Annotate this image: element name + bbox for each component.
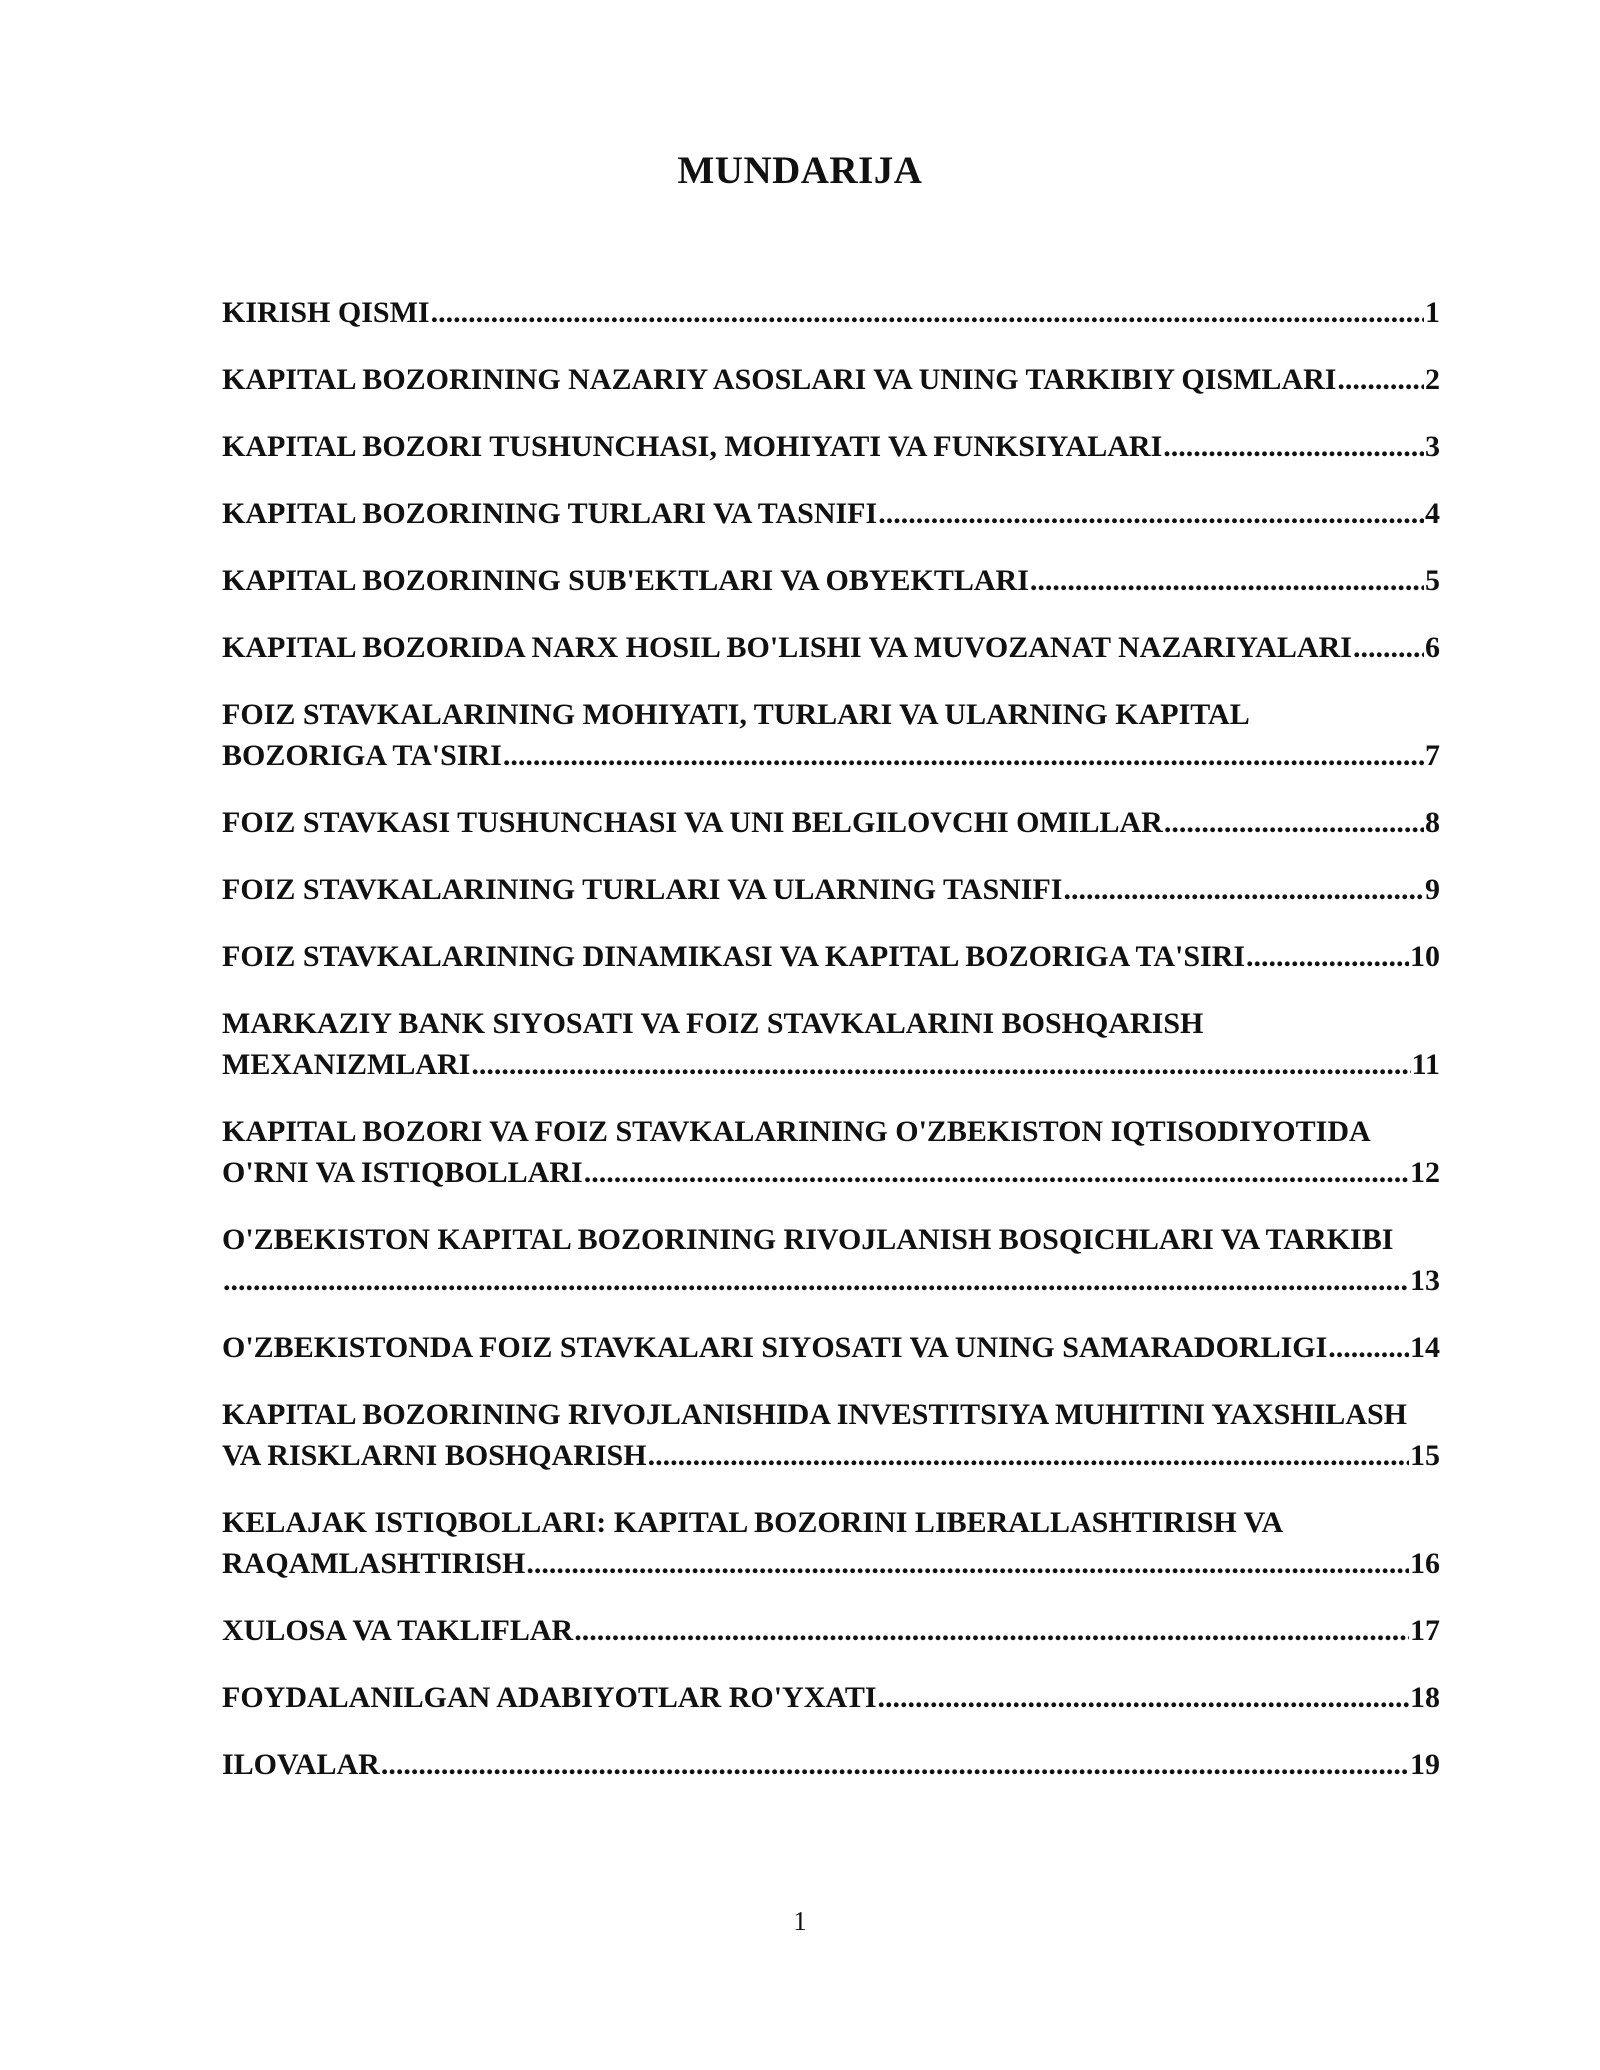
toc-entry-leader-line xyxy=(222,359,1440,400)
toc-entry[interactable] xyxy=(222,292,1440,333)
toc-page-number: 15 xyxy=(1410,1439,1440,1472)
toc-entry-title: VA RISKLARNI BOSHQARISH xyxy=(222,1439,647,1472)
toc-entry-leader-line xyxy=(222,1152,1440,1193)
toc-entry-title: FOIZ STAVKASI TUSHUNCHASI VA UNI BELGILOVCHI OMILLAR xyxy=(222,806,1163,839)
toc-entry-title: KAPITAL BOZORI TUSHUNCHASI, MOHIYATI VA FUNKSIYALARI xyxy=(222,430,1163,463)
dot-leader xyxy=(574,1610,1409,1651)
toc-page-number: 1 xyxy=(1425,296,1440,329)
toc-page-number: 14 xyxy=(1410,1331,1440,1364)
toc-entry-leader-line xyxy=(222,802,1440,843)
toc-entry[interactable] xyxy=(222,1677,1440,1718)
toc-page-number: 6 xyxy=(1425,631,1440,664)
dot-leader xyxy=(526,1543,1409,1584)
dot-leader xyxy=(1337,359,1424,400)
toc-entry[interactable] xyxy=(222,802,1440,843)
toc-entry-line: KELAJAK ISTIQBOLLARI: KAPITAL BOZORINI LIBERALLASHTIRISH VA xyxy=(222,1506,1284,1539)
toc-entry[interactable] xyxy=(222,426,1440,467)
toc-entry-line: FOIZ STAVKALARINING MOHIYATI, TURLARI VA ULARNING KAPITAL xyxy=(222,698,1250,731)
toc-entry-title: RAQAMLASHTIRISH xyxy=(222,1547,526,1580)
dot-leader xyxy=(431,292,1424,333)
toc-page-number: 5 xyxy=(1425,564,1440,597)
dot-leader xyxy=(878,1677,1409,1718)
toc-entry-leader-line xyxy=(222,1435,1440,1476)
toc-entry-leader-line xyxy=(222,292,1440,333)
toc-page-number: 13 xyxy=(1410,1264,1440,1297)
dot-leader xyxy=(1353,627,1424,668)
toc-entry[interactable] xyxy=(222,1003,1440,1085)
toc-page-number: 7 xyxy=(1425,739,1440,772)
toc-entry-leader-line xyxy=(222,560,1440,601)
toc-entry-title: KAPITAL BOZORINING SUB'EKTLARI VA OBYEKTLARI xyxy=(222,564,1029,597)
toc-entry-line: MARKAZIY BANK SIYOSATI VA FOIZ STAVKALARINI BOSHQARISH xyxy=(222,1007,1204,1040)
toc-entry-line: KAPITAL BOZORI VA FOIZ STAVKALARINING O'ZBEKISTON IQTISODIYOTIDA xyxy=(222,1115,1371,1148)
toc-entry[interactable] xyxy=(222,359,1440,400)
dot-leader xyxy=(223,1260,1409,1301)
toc-entry-leader-line xyxy=(222,869,1440,910)
toc-entry-title: MEXANIZMLARI xyxy=(222,1048,471,1081)
toc-page-number: 9 xyxy=(1425,873,1440,906)
toc-entry-title: FOYDALANILGAN ADABIYOTLAR RO'YXATI xyxy=(222,1681,877,1714)
toc-entry[interactable] xyxy=(222,1219,1440,1301)
dot-leader xyxy=(584,1152,1409,1193)
toc-entry-leader-line xyxy=(222,1260,1440,1301)
toc-entry[interactable] xyxy=(222,627,1440,668)
toc-entry-leader-line xyxy=(222,936,1440,977)
toc-entry-title: O'ZBEKISTONDA FOIZ STAVKALARI SIYOSATI VA UNING SAMARADORLIGI xyxy=(222,1331,1328,1364)
toc-page-number: 17 xyxy=(1410,1614,1440,1647)
toc-entry-title: KIRISH QISMI xyxy=(222,296,430,329)
toc-page-number: 8 xyxy=(1425,806,1440,839)
dot-leader xyxy=(381,1744,1409,1785)
toc-entry-line: KAPITAL BOZORINING RIVOJLANISHIDA INVESTITSIYA MUHITINI YAXSHILASH xyxy=(222,1398,1407,1431)
toc-entry-leader-line xyxy=(222,627,1440,668)
toc-page-number: 19 xyxy=(1410,1748,1440,1781)
toc-entry-title: ILOVALAR xyxy=(222,1748,380,1781)
toc-entry[interactable] xyxy=(222,1744,1440,1785)
toc-page-number: 18 xyxy=(1410,1681,1440,1714)
toc-entry[interactable] xyxy=(222,493,1440,534)
toc-entry-leader-line xyxy=(222,1610,1440,1651)
toc-entry-title: KAPITAL BOZORIDA NARX HOSIL BO'LISHI VA MUVOZANAT NAZARIYALARI xyxy=(222,631,1352,664)
toc-page-number: 2 xyxy=(1425,363,1440,396)
toc-entry[interactable] xyxy=(222,1394,1440,1476)
dot-leader xyxy=(1063,869,1424,910)
toc-entry-title: O'RNI VA ISTIQBOLLARI xyxy=(222,1156,583,1189)
page-title: MUNDARIJA xyxy=(677,149,923,192)
toc-page-number: 12 xyxy=(1410,1156,1440,1189)
toc-entry-leader-line xyxy=(222,1677,1440,1718)
toc-entry-leader-line xyxy=(222,735,1440,776)
toc-entry-leader-line xyxy=(222,1744,1440,1785)
toc-entry-title: FOIZ STAVKALARINING TURLARI VA ULARNING TASNIFI xyxy=(222,873,1063,906)
dot-leader xyxy=(503,735,1424,776)
dot-leader xyxy=(1163,426,1424,467)
toc-entry-leader-line xyxy=(222,1543,1440,1584)
dot-leader xyxy=(878,493,1424,534)
toc-entry-title: KAPITAL BOZORINING TURLARI VA TASNIFI xyxy=(222,497,878,530)
toc-entry[interactable] xyxy=(222,1111,1440,1193)
toc-page-number: 4 xyxy=(1425,497,1440,530)
footer-page-number: 1 xyxy=(793,1906,807,1936)
toc-entry[interactable] xyxy=(222,560,1440,601)
dot-leader xyxy=(1164,802,1424,843)
dot-leader xyxy=(1328,1327,1409,1368)
dot-leader xyxy=(1030,560,1424,601)
dot-leader xyxy=(648,1435,1409,1476)
toc-entry-leader-line xyxy=(222,493,1440,534)
toc-entry[interactable] xyxy=(222,1610,1440,1651)
toc-entry-title: FOIZ STAVKALARINING DINAMIKASI VA KAPITAL BOZORIGA TA'SIRI xyxy=(222,940,1246,973)
toc-entry-leader-line xyxy=(222,426,1440,467)
toc-entry-line: O'ZBEKISTON KAPITAL BOZORINING RIVOJLANISH BOSQICHLARI VA TARKIBI xyxy=(222,1223,1394,1256)
toc-page-number: 11 xyxy=(1411,1048,1440,1081)
toc-entry[interactable] xyxy=(222,1327,1440,1368)
toc-entry-leader-line xyxy=(222,1327,1440,1368)
toc-entry-title: BOZORIGA TA'SIRI xyxy=(222,739,502,772)
toc-page-number: 16 xyxy=(1410,1547,1440,1580)
toc-entry[interactable] xyxy=(222,936,1440,977)
dot-leader xyxy=(1246,936,1409,977)
dot-leader xyxy=(471,1044,1410,1085)
toc-entry[interactable] xyxy=(222,1502,1440,1584)
toc-entry-leader-line xyxy=(222,1044,1440,1085)
toc-page-number: 10 xyxy=(1410,940,1440,973)
table-of-contents xyxy=(222,292,1440,1811)
toc-entry-title: KAPITAL BOZORINING NAZARIY ASOSLARI VA UNING TARKIBIY QISMLARI xyxy=(222,363,1337,396)
toc-entry[interactable] xyxy=(222,694,1440,776)
toc-entry-title: XULOSA VA TAKLIFLAR xyxy=(222,1614,574,1647)
toc-page-number: 3 xyxy=(1425,430,1440,463)
toc-entry[interactable] xyxy=(222,869,1440,910)
